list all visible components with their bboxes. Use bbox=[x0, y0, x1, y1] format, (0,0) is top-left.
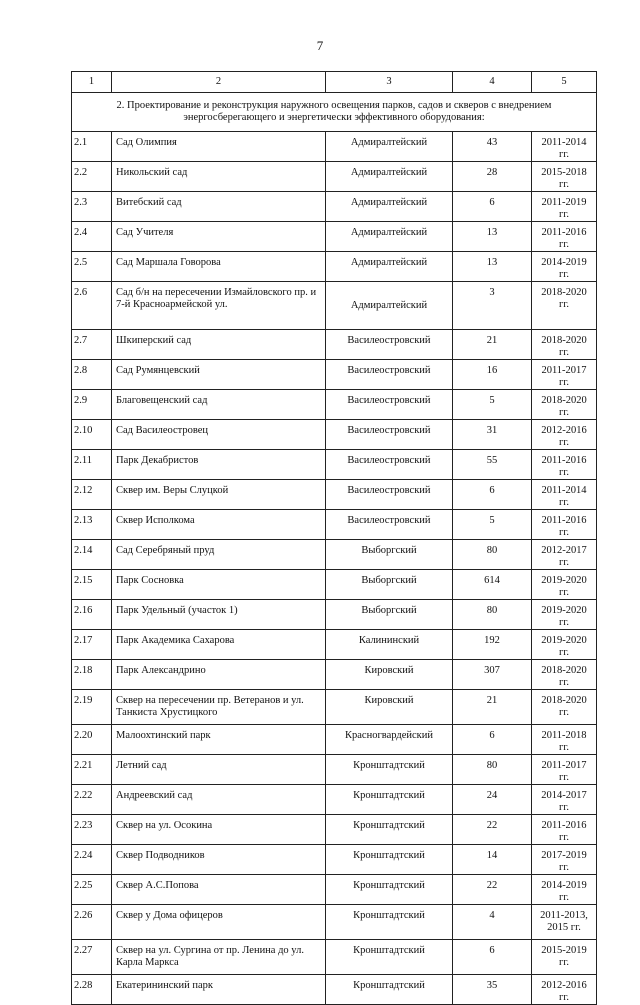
table-row bbox=[72, 570, 597, 600]
lamp-count: 6 bbox=[453, 725, 532, 755]
period: 2012-2016 гг. bbox=[532, 975, 597, 1005]
lamp-count: 80 bbox=[453, 540, 532, 570]
table-row bbox=[72, 252, 597, 282]
lamp-count: 16 bbox=[453, 360, 532, 390]
district-name: Василеостровский bbox=[326, 450, 453, 480]
row-number: 2.2 bbox=[72, 162, 112, 192]
table-row bbox=[72, 940, 597, 975]
table-row bbox=[72, 330, 597, 360]
period: 2015-2018 гг. bbox=[532, 162, 597, 192]
lamp-count: 4 bbox=[453, 905, 532, 940]
lamp-count: 28 bbox=[453, 162, 532, 192]
park-name: Сад Василеостровец bbox=[112, 420, 326, 450]
park-name: Парк Удельный (участок 1) bbox=[112, 600, 326, 630]
row-number: 2.27 bbox=[72, 940, 112, 975]
page-number: 7 bbox=[316, 38, 324, 53]
table-row bbox=[72, 420, 597, 450]
period: 2011-2016 гг. bbox=[532, 815, 597, 845]
lamp-count: 307 bbox=[453, 660, 532, 690]
header-row bbox=[72, 72, 597, 93]
header-cell: 1 bbox=[72, 72, 112, 93]
row-number: 2.3 bbox=[72, 192, 112, 222]
lamp-count: 21 bbox=[453, 690, 532, 725]
period: 2011-2014 гг. bbox=[532, 132, 597, 162]
park-name: Сквер Подводников bbox=[112, 845, 326, 875]
period: 2017-2019 гг. bbox=[532, 845, 597, 875]
district-name: Адмиралтейский bbox=[326, 162, 453, 192]
district-name: Кронштадтский bbox=[326, 755, 453, 785]
park-name: Сад Серебряный пруд bbox=[112, 540, 326, 570]
section-row bbox=[72, 93, 597, 132]
district-name: Василеостровский bbox=[326, 390, 453, 420]
header-cell: 4 bbox=[453, 72, 532, 93]
period: 2018-2020 гг. bbox=[532, 690, 597, 725]
header-cell: 3 bbox=[326, 72, 453, 93]
park-name: Малоохтинский парк bbox=[112, 725, 326, 755]
lamp-count: 6 bbox=[453, 940, 532, 975]
period: 2012-2017 гг. bbox=[532, 540, 597, 570]
period: 2014-2019 гг. bbox=[532, 875, 597, 905]
park-name: Сад Олимпия bbox=[112, 132, 326, 162]
table-row bbox=[72, 630, 597, 660]
table-row bbox=[72, 450, 597, 480]
period: 2019-2020 гг. bbox=[532, 630, 597, 660]
row-number: 2.4 bbox=[72, 222, 112, 252]
table-row bbox=[72, 975, 597, 1005]
table-row bbox=[72, 660, 597, 690]
park-name: Сад б/н на пересечении Измайловского пр. и 7-й Красноармейской ул. bbox=[112, 282, 326, 330]
table-row bbox=[72, 725, 597, 755]
lamp-count: 22 bbox=[453, 815, 532, 845]
park-name: Летний сад bbox=[112, 755, 326, 785]
period: 2015-2019 гг. bbox=[532, 940, 597, 975]
lamp-count: 192 bbox=[453, 630, 532, 660]
row-number: 2.23 bbox=[72, 815, 112, 845]
row-number: 2.11 bbox=[72, 450, 112, 480]
park-name: Благовещенский сад bbox=[112, 390, 326, 420]
header-cell: 2 bbox=[112, 72, 326, 93]
park-name: Сад Маршала Говорова bbox=[112, 252, 326, 282]
table-row bbox=[72, 845, 597, 875]
row-number: 2.5 bbox=[72, 252, 112, 282]
park-name: Сад Румянцевский bbox=[112, 360, 326, 390]
district-name: Кронштадтский bbox=[326, 975, 453, 1005]
lamp-count: 614 bbox=[453, 570, 532, 600]
row-number: 2.17 bbox=[72, 630, 112, 660]
row-number: 2.22 bbox=[72, 785, 112, 815]
park-name: Екатерининский парк bbox=[112, 975, 326, 1005]
table-row bbox=[72, 755, 597, 785]
row-number: 2.7 bbox=[72, 330, 112, 360]
table-row bbox=[72, 690, 597, 725]
lamp-count: 43 bbox=[453, 132, 532, 162]
district-name: Кронштадтский bbox=[326, 940, 453, 975]
district-name: Выборгский bbox=[326, 570, 453, 600]
park-name: Андреевский сад bbox=[112, 785, 326, 815]
table-row bbox=[72, 815, 597, 845]
header-cell: 5 bbox=[532, 72, 597, 93]
district-name: Василеостровский bbox=[326, 480, 453, 510]
park-name: Сквер у Дома офицеров bbox=[112, 905, 326, 940]
lamp-count: 22 bbox=[453, 875, 532, 905]
table-row bbox=[72, 222, 597, 252]
district-name: Кронштадтский bbox=[326, 845, 453, 875]
table-row bbox=[72, 390, 597, 420]
period: 2012-2016 гг. bbox=[532, 420, 597, 450]
district-name: Адмиралтейский bbox=[326, 222, 453, 252]
period: 2011-2019 гг. bbox=[532, 192, 597, 222]
park-name: Сквер А.С.Попова bbox=[112, 875, 326, 905]
district-name: Калининский bbox=[326, 630, 453, 660]
row-number: 2.9 bbox=[72, 390, 112, 420]
park-name: Шкиперский сад bbox=[112, 330, 326, 360]
row-number: 2.19 bbox=[72, 690, 112, 725]
period: 2014-2017 гг. bbox=[532, 785, 597, 815]
district-name: Кировский bbox=[326, 690, 453, 725]
district-name: Адмиралтейский bbox=[326, 132, 453, 162]
lamp-count: 35 bbox=[453, 975, 532, 1005]
row-number: 2.13 bbox=[72, 510, 112, 540]
period: 2019-2020 гг. bbox=[532, 570, 597, 600]
period: 2018-2020 гг. bbox=[532, 390, 597, 420]
lamp-count: 14 bbox=[453, 845, 532, 875]
lamp-count: 3 bbox=[453, 282, 532, 330]
row-number: 2.28 bbox=[72, 975, 112, 1005]
district-name: Василеостровский bbox=[326, 330, 453, 360]
park-name: Парк Сосновка bbox=[112, 570, 326, 600]
park-name: Сквер на пересечении пр. Ветеранов и ул. Танкиста Хрустицкого bbox=[112, 690, 326, 725]
park-name: Парк Александрино bbox=[112, 660, 326, 690]
section-title: 2. Проектирование и реконструкция наружного освещения парков, садов и скверов с внедрением энергосберегающего и энергетически эффективного оборудования: bbox=[72, 93, 597, 132]
district-name: Кронштадтский bbox=[326, 815, 453, 845]
district-name: Адмиралтейский bbox=[326, 282, 453, 330]
period: 2011-2016 гг. bbox=[532, 450, 597, 480]
district-name: Василеостровский bbox=[326, 420, 453, 450]
period: 2018-2020 гг. bbox=[532, 660, 597, 690]
lamp-count: 5 bbox=[453, 510, 532, 540]
table-row bbox=[72, 480, 597, 510]
period: 2011-2016 гг. bbox=[532, 222, 597, 252]
park-name: Парк Академика Сахарова bbox=[112, 630, 326, 660]
district-name: Кировский bbox=[326, 660, 453, 690]
row-number: 2.26 bbox=[72, 905, 112, 940]
row-number: 2.10 bbox=[72, 420, 112, 450]
lamp-count: 13 bbox=[453, 252, 532, 282]
district-name: Кронштадтский bbox=[326, 785, 453, 815]
table-row bbox=[72, 905, 597, 940]
park-name: Сквер Исполкома bbox=[112, 510, 326, 540]
park-name: Парк Декабристов bbox=[112, 450, 326, 480]
district-name: Выборгский bbox=[326, 540, 453, 570]
lamp-count: 80 bbox=[453, 600, 532, 630]
row-number: 2.16 bbox=[72, 600, 112, 630]
row-number: 2.6 bbox=[72, 282, 112, 330]
period: 2011-2017 гг. bbox=[532, 360, 597, 390]
period: 2014-2019 гг. bbox=[532, 252, 597, 282]
row-number: 2.1 bbox=[72, 132, 112, 162]
district-name: Выборгский bbox=[326, 600, 453, 630]
lamp-count: 21 bbox=[453, 330, 532, 360]
district-name: Адмиралтейский bbox=[326, 252, 453, 282]
table-row bbox=[72, 785, 597, 815]
lamp-count: 55 bbox=[453, 450, 532, 480]
period: 2011-2018 гг. bbox=[532, 725, 597, 755]
district-name: Адмиралтейский bbox=[326, 192, 453, 222]
lamp-count: 6 bbox=[453, 480, 532, 510]
period: 2011-2014 гг. bbox=[532, 480, 597, 510]
lamp-count: 24 bbox=[453, 785, 532, 815]
district-name: Василеостровский bbox=[326, 360, 453, 390]
row-number: 2.24 bbox=[72, 845, 112, 875]
row-number: 2.20 bbox=[72, 725, 112, 755]
lamp-count: 80 bbox=[453, 755, 532, 785]
table-row bbox=[72, 132, 597, 162]
row-number: 2.25 bbox=[72, 875, 112, 905]
period: 2019-2020 гг. bbox=[532, 600, 597, 630]
table-row bbox=[72, 510, 597, 540]
lamp-count: 5 bbox=[453, 390, 532, 420]
park-name: Сквер на ул. Осокина bbox=[112, 815, 326, 845]
period: 2011-2016 гг. bbox=[532, 510, 597, 540]
period: 2018-2020 гг. bbox=[532, 282, 597, 330]
lamp-count: 31 bbox=[453, 420, 532, 450]
park-name: Сад Учителя bbox=[112, 222, 326, 252]
row-number: 2.15 bbox=[72, 570, 112, 600]
park-name: Никольский сад bbox=[112, 162, 326, 192]
program-table bbox=[71, 71, 597, 1005]
period: 2011-2013, 2015 гг. bbox=[532, 905, 597, 940]
district-name: Кронштадтский bbox=[326, 875, 453, 905]
lamp-count: 6 bbox=[453, 192, 532, 222]
park-name: Сквер им. Веры Слуцкой bbox=[112, 480, 326, 510]
district-name: Красногвардейский bbox=[326, 725, 453, 755]
row-number: 2.18 bbox=[72, 660, 112, 690]
period: 2018-2020 гг. bbox=[532, 330, 597, 360]
district-name: Василеостровский bbox=[326, 510, 453, 540]
table-row bbox=[72, 540, 597, 570]
row-number: 2.12 bbox=[72, 480, 112, 510]
table-row bbox=[72, 875, 597, 905]
period: 2011-2017 гг. bbox=[532, 755, 597, 785]
park-name: Сквер на ул. Сургина от пр. Ленина до ул. Карла Маркса bbox=[112, 940, 326, 975]
row-number: 2.21 bbox=[72, 755, 112, 785]
lamp-count: 13 bbox=[453, 222, 532, 252]
table-row bbox=[72, 282, 597, 330]
table-row bbox=[72, 360, 597, 390]
table-row bbox=[72, 600, 597, 630]
district-name: Кронштадтский bbox=[326, 905, 453, 940]
row-number: 2.8 bbox=[72, 360, 112, 390]
row-number: 2.14 bbox=[72, 540, 112, 570]
table-row bbox=[72, 162, 597, 192]
park-name: Витебский сад bbox=[112, 192, 326, 222]
table-row bbox=[72, 192, 597, 222]
